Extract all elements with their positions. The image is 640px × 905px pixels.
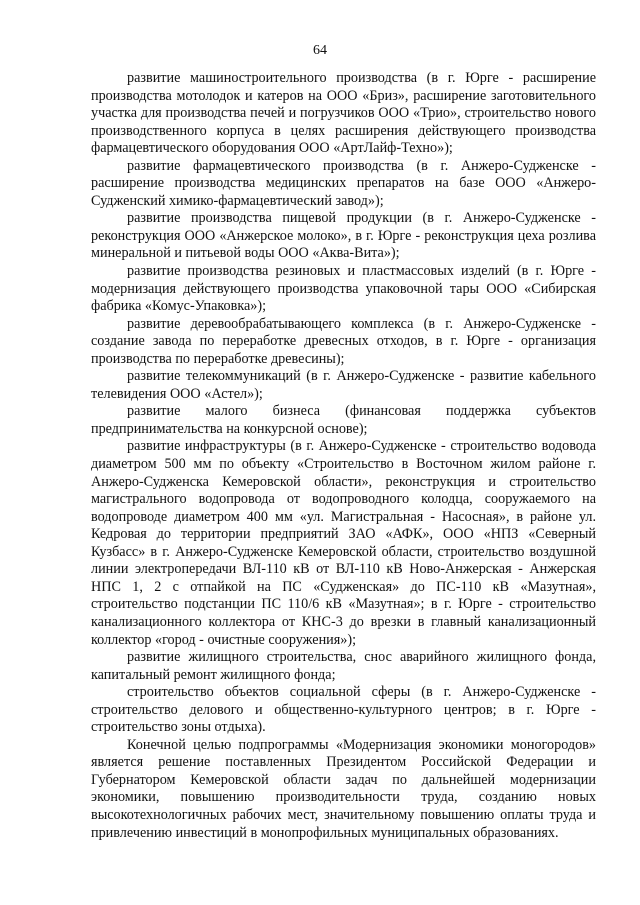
paragraph-machine-building: развитие машиностроительного производства (в г. Юрге - расширение производства мотолодок и катеров на ООО «Бриз», расширение заготовительного участка для производства печей и погрузчиков ООО «Трио», строительство нового производственного корпуса в целях расширения действующего производства фармацевтического оборудования ООО «АртЛайф-Техно»); xyxy=(91,70,596,157)
paragraph-small-business: развитие малого бизнеса (финансовая поддержка субъектов предпринимательства на конкурсной основе); xyxy=(91,403,596,437)
paragraph-infrastructure: развитие инфраструктуры (в г. Анжеро-Судженске - строительство водовода диаметром 500 мм по объекту «Строительство в Восточном жилом районе г. Анжеро-Судженска Кемеровской области», реконструкция и строительство магистрального водопровода от водопроводного колодца, сооружаемого на водопроводе диаметром 400 мм «ул. Магистральная - Насосная», в районе ул. Кедровая до территории предприятий ЗАО «АФК», ООО «НПЗ «Северный Кузбасс» в г. Анжеро-Судженске Кемеровской области, строительство воздушной линии электропередачи ВЛ-110 кВ от ВЛ-110 кВ Ново-Анжерская - Анжерская НПС 1, 2 с отпайкой на ПС «Судженская» до ПС-110 кВ «Мазутная», строительство подстанции ПС 110/6 кВ «Мазутная»; в г. Юрге - строительство канализационного коллектора от КНС-3 до врезки в главный канализационный коллектор «город - очистные сооружения»); xyxy=(91,438,596,648)
paragraph-housing: развитие жилищного строительства, снос аварийного жилищного фонда, капитальный ремонт жилищного фонда; xyxy=(91,649,596,683)
page-number: 64 xyxy=(313,43,327,58)
paragraph-final-goal: Конечной целью подпрограммы «Модернизация экономики моногородов» является решение поставленных Президентом Российской Федерации и Губернатором Кемеровской области задач по дальнейшей модернизации экономики, повышению производительности труда, созданию новых высокотехнологичных рабочих мест, значительному повышению оплаты труда и привлечению инвестиций в монопрофильных муниципальных образованиях. xyxy=(91,736,596,841)
paragraph-rubber-plastics: развитие производства резиновых и пластмассовых изделий (в г. Юрге - модернизация действующего производства упаковочной тары ООО «Сибирская фабрика «Комус-Упаковка»); xyxy=(91,263,596,315)
paragraph-pharmaceutical: развитие фармацевтического производства (в г. Анжеро-Судженске - расширение производства медицинских препаратов на базе ООО «Анжеро-Судженский химико-фармацевтический завод»); xyxy=(91,157,596,209)
page-body xyxy=(91,70,596,842)
paragraph-telecommunications: развитие телекоммуникаций (в г. Анжеро-Судженске - развитие кабельного телевидения ООО «Астел»); xyxy=(91,368,596,402)
paragraph-food-production: развитие производства пищевой продукции (в г. Анжеро-Судженске - реконструкция ООО «Анжерское молоко», в г. Юрге - реконструкция цеха розлива минеральной и питьевой воды ООО «Аква-Вита»); xyxy=(91,210,596,262)
paragraph-woodworking: развитие деревообрабатывающего комплекса (в г. Анжеро-Судженске - создание завода по переработке древесных отходов, в г. Юрге - организация производства по переработке древесины); xyxy=(91,315,596,367)
paragraph-social-facilities: строительство объектов социальной сферы (в г. Анжеро-Судженске - строительство делового и общественно-культурного центров; в г. Юрге - строительство зоны отдыха). xyxy=(91,684,596,736)
